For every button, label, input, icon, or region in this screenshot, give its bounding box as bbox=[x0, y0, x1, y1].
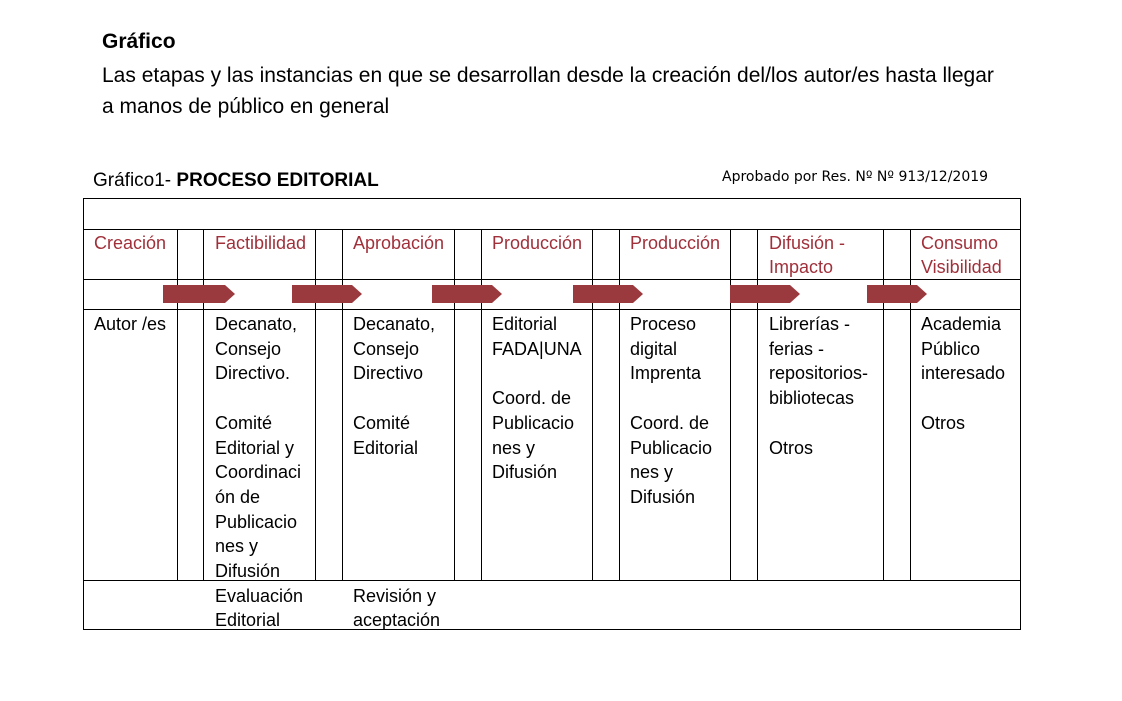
table-divider bbox=[83, 229, 1021, 230]
stage-header-consumo: Consumo Visibilidad bbox=[921, 233, 1002, 277]
figure-title: PROCESO EDITORIAL bbox=[176, 170, 379, 191]
stage-content-produccion-2: Proceso digital Imprenta Coord. de Publicacio nes y Difusión bbox=[630, 314, 713, 507]
stage-content-difusion: Librerías - ferias - repositorios- bibliotecas Otros bbox=[769, 314, 869, 458]
table-divider bbox=[83, 309, 1021, 310]
stage-content-aprobacion: Decanato, Consejo Directivo Comité Editorial bbox=[353, 314, 436, 458]
column-divider bbox=[619, 229, 620, 581]
column-divider bbox=[203, 229, 204, 581]
figure-label-prefix: Gráfico1- bbox=[93, 170, 172, 191]
section-heading: Gráfico bbox=[102, 30, 176, 53]
column-divider bbox=[481, 229, 482, 581]
column-divider bbox=[592, 229, 593, 581]
stage-header-produccion-1: Producción bbox=[492, 233, 583, 253]
stage-header-factibilidad: Factibilidad bbox=[215, 233, 307, 253]
column-divider bbox=[883, 229, 884, 581]
stage-header-creacion: Creación bbox=[94, 233, 167, 253]
column-divider bbox=[454, 229, 455, 581]
stage-header-aprobacion: Aprobación bbox=[353, 233, 445, 253]
stage-footer-aprobacion: Revisión y aceptación bbox=[353, 586, 441, 630]
table-divider bbox=[83, 279, 1021, 280]
intro-text: Las etapas y las instancias en que se desarrollan desde la creación del/los autor/es hasta llegar a manos de público en general bbox=[102, 64, 994, 118]
approval-note: Aprobado por Res. Nº Nº 913/12/2019 bbox=[722, 169, 989, 185]
column-divider bbox=[730, 229, 731, 581]
stage-content-produccion-1: Editorial FADA|UNA Coord. de Publicacio nes y Difusión bbox=[492, 314, 582, 483]
column-divider bbox=[342, 229, 343, 581]
stage-footer-factibilidad: Evaluación Editorial bbox=[215, 586, 304, 630]
stage-header-difusion: Difusión - Impacto bbox=[769, 233, 846, 277]
column-divider bbox=[315, 229, 316, 581]
stage-header-produccion-2: Producción bbox=[630, 233, 721, 253]
column-divider bbox=[177, 229, 178, 581]
stage-content-creacion: Autor /es bbox=[94, 314, 167, 334]
stage-content-factibilidad: Decanato, Consejo Directivo. Comité Editorial y Coordinaci ón de Publicacio nes y Difusión bbox=[215, 314, 302, 582]
column-divider bbox=[757, 229, 758, 581]
stage-content-consumo: Academia Público interesado Otros bbox=[921, 314, 1006, 433]
column-divider bbox=[910, 229, 911, 581]
figure-label bbox=[93, 170, 379, 192]
